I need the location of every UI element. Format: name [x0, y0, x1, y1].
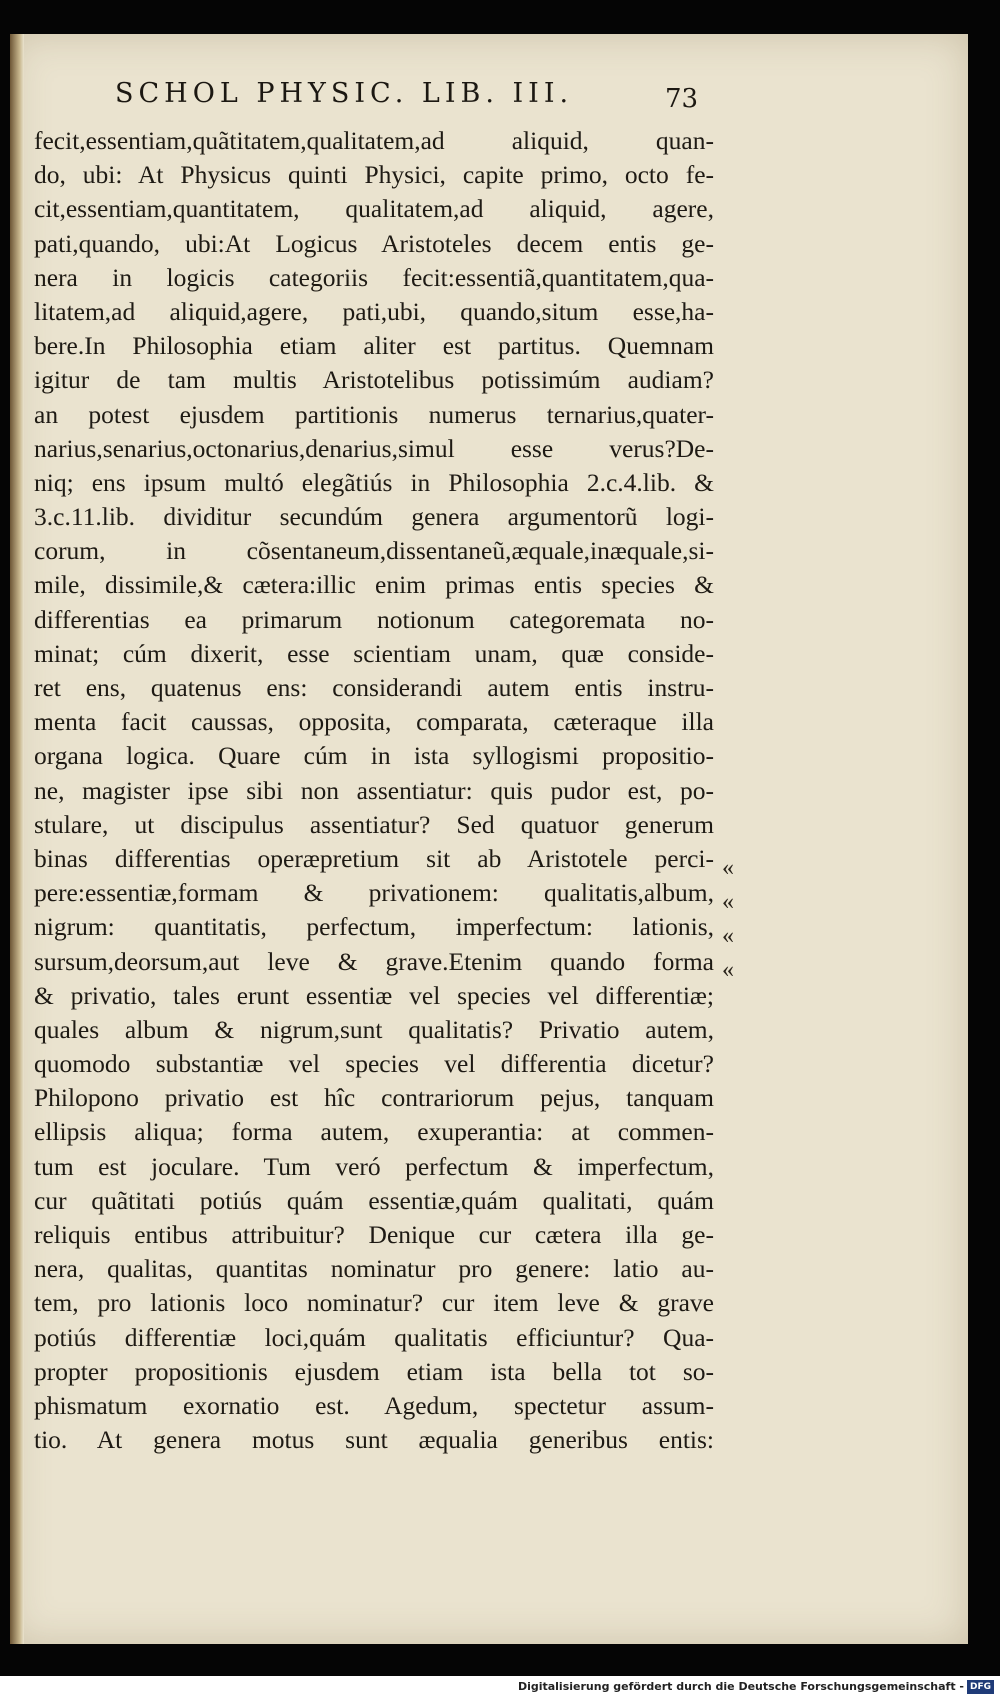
- margin-quote-mark: «: [722, 855, 734, 881]
- text-line: mile, dissimile,& cætera:illic enim primas entis species &: [34, 570, 714, 600]
- text-line: differentias ea primarum notionum categoremata no-: [34, 604, 714, 634]
- running-head: SCHOL PHYSIC. LIB. III.: [115, 78, 574, 109]
- text-line: potiús differentiæ loci,quám qualitatis efficiuntur? Qua-: [34, 1322, 714, 1352]
- text-line: litatem,ad aliquid,agere, pati,ubi, quando,situm esse,ha-: [34, 296, 714, 326]
- text-line: tio. At genera motus sunt æqualia generibus entis:: [34, 1425, 714, 1455]
- text-line: & privatio, tales erunt essentiæ vel species vel differentiæ;: [34, 980, 714, 1010]
- page-gutter: [10, 34, 24, 1644]
- text-line: pere:essentiæ,formam & privationem: qualitatis,album,: [34, 878, 714, 908]
- text-line: nera, qualitas, quantitas nominatur pro genere: latio au-: [34, 1254, 714, 1284]
- text-line: organa logica. Quare cúm in ista syllogismi propositio-: [34, 741, 714, 771]
- text-line: tum est joculare. Tum veró perfectum & imperfectum,: [34, 1151, 714, 1181]
- dfg-logo: DFG: [967, 1680, 994, 1694]
- text-line: ne, magister ipse sibi non assentiatur: quis pudor est, po-: [34, 775, 714, 805]
- margin-quote-mark: «: [722, 957, 734, 983]
- book-page: [10, 34, 968, 1644]
- page-number: 73: [665, 84, 699, 114]
- text-line: corum, in cõsentaneum,dissentaneũ,æquale,inæquale,si-: [34, 536, 714, 566]
- text-line: Philopono privatio est hîc contrariorum pejus, tanquam: [34, 1083, 714, 1113]
- text-line: cit,essentiam,quantitatem, qualitatem,ad aliquid, agere,: [34, 194, 714, 224]
- text-line: pati,quando, ubi:At Logicus Aristoteles decem entis ge-: [34, 228, 714, 258]
- text-line: nigrum: quantitatis, perfectum, imperfectum: lationis,: [34, 912, 714, 942]
- text-line: propter propositionis ejusdem etiam ista bella tot so-: [34, 1356, 714, 1386]
- text-line: ellipsis aliqua; forma autem, exuperantia: at commen-: [34, 1117, 714, 1147]
- text-line: niq; ens ipsum multó elegãtiús in Philosophia 2.c.4.lib. &: [34, 467, 714, 497]
- text-line: ret ens, quatenus ens: considerandi autem entis instru-: [34, 673, 714, 702]
- text-line: reliquis entibus attribuitur? Denique cur cætera illa ge-: [34, 1220, 714, 1249]
- text-line: sursum,deorsum,aut leve & grave.Etenim quando forma: [34, 946, 714, 976]
- margin-quote-mark: «: [722, 923, 734, 949]
- text-line: phismatum exornatio est. Agedum, spectetur assum-: [34, 1390, 714, 1420]
- text-line: stulare, ut discipulus assentiatur? Sed quatuor generum: [34, 809, 714, 839]
- footer-bar: [0, 1676, 1000, 1699]
- text-line: an potest ejusdem partitionis numerus ternarius,quater-: [34, 399, 714, 429]
- text-line: menta facit caussas, opposita, comparata, cæteraque illa: [34, 707, 714, 737]
- text-line: nera in logicis categoriis fecit:essentiã,quantitatem,qua-: [34, 262, 714, 292]
- text-line: quomodo substantiæ vel species vel differentia dicetur?: [34, 1049, 714, 1079]
- text-line: bere.In Philosophia etiam aliter est partitus. Quemnam: [34, 331, 714, 361]
- margin-quote-mark: «: [722, 889, 734, 915]
- text-line: binas differentias operæpretium sit ab Aristotele perci-: [34, 843, 714, 873]
- text-block: [34, 124, 714, 1457]
- text-line: quales album & nigrum,sunt qualitatis? Privatio autem,: [34, 1014, 714, 1044]
- text-line: do, ubi: At Physicus quinti Physici, capite primo, octo fe-: [34, 160, 714, 190]
- text-line: narius,senarius,octonarius,denarius,simul esse verus?De-: [34, 433, 714, 463]
- text-line: 3.c.11.lib. dividitur secundúm genera argumentorũ logi-: [34, 502, 714, 532]
- text-line: igitur de tam multis Aristotelibus potissimúm audiam?: [34, 365, 714, 395]
- text-line: cur quãtitati potiús quám essentiæ,quám qualitati, quám: [34, 1185, 714, 1215]
- text-line: tem, pro lationis loco nominatur? cur item leve & grave: [34, 1288, 714, 1318]
- text-line: fecit,essentiam,quãtitatem,qualitatem,ad aliquid, quan-: [34, 126, 714, 155]
- text-line: minat; cúm dixerit, esse scientiam unam, quæ conside-: [34, 638, 714, 668]
- funding-credit: Digitalisierung gefördert durch die Deutsche Forschungsgemeinschaft -: [517, 1680, 964, 1693]
